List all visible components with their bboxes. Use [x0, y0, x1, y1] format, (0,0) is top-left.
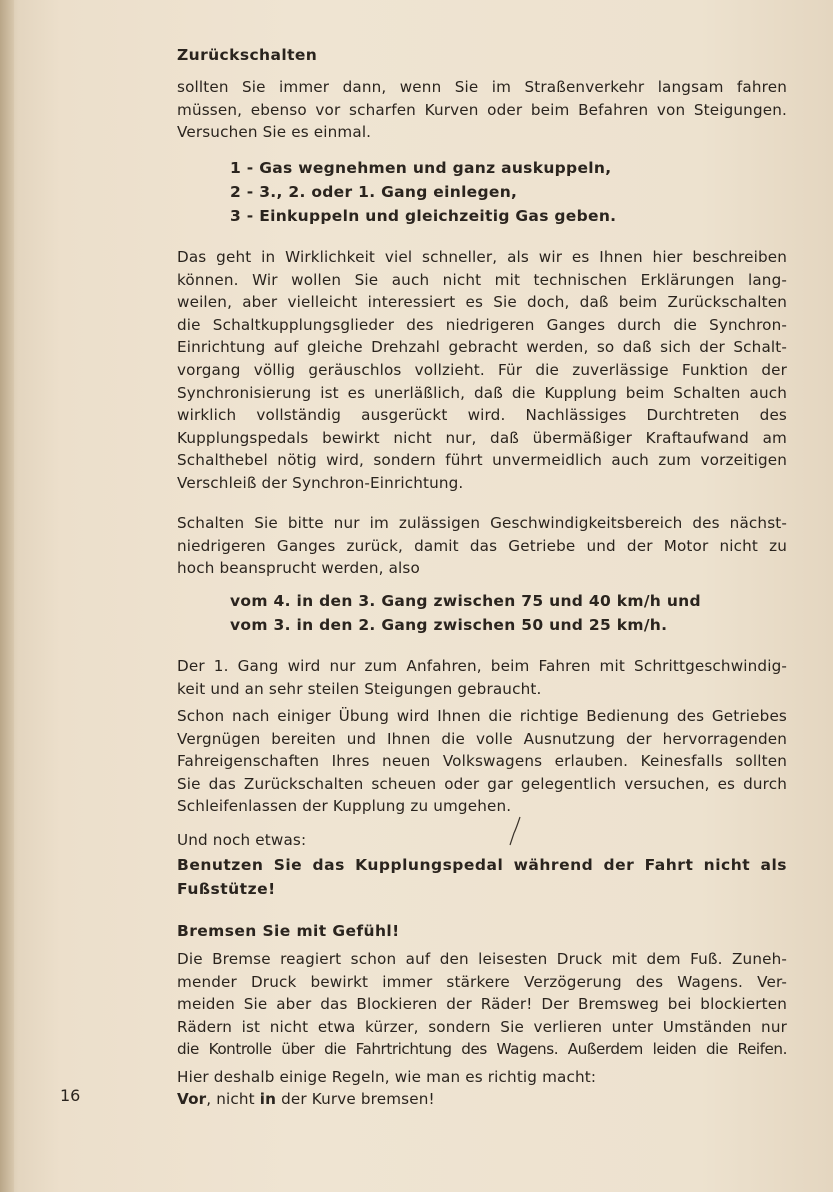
braking-line: Die Bremse reagiert schon auf den leisesten Druck mit dem Fuß. Zuneh- — [177, 950, 787, 968]
page-number: 16 — [60, 1086, 81, 1105]
practice-line: Schon nach einiger Übung wird Ihnen die richtige Bedienung des Getriebes — [177, 707, 787, 725]
steps-list — [230, 156, 616, 228]
and-another-thing: Und noch etwas: — [177, 831, 307, 849]
speed-range-line: niedrigeren Ganges zurück, damit das Getriebe und der Motor nicht zu — [177, 536, 787, 555]
step-item: 1 - Gas wegnehmen und ganz auskuppeln, — [230, 159, 612, 177]
explanation-line: Einrichtung auf gleiche Drehzahl gebracht werden, so daß sich der Schalt- — [177, 338, 787, 357]
speed-item: vom 3. in den 2. Gang zwischen 50 und 25 km/h. — [230, 616, 668, 634]
braking-line: mender Druck bewirkt immer stärkere Verzögerung des Wagens. Ver- — [177, 972, 787, 991]
intro-line: Versuchen Sie es einmal. — [177, 123, 372, 142]
rules-intro: Hier deshalb einige Regeln, wie man es richtig macht: — [177, 1068, 597, 1086]
rule-1-middle: , nicht — [206, 1090, 260, 1108]
speed-range-line: Schalten Sie bitte nur im zulässigen Geschwindigkeitsbereich des nächst- — [177, 514, 787, 532]
rule-1-bold-in: in — [259, 1090, 277, 1108]
rule-1-end: der Kurve bremsen! — [276, 1090, 435, 1108]
braking-line: Rädern ist nicht etwa kürzer, sondern Sie verlieren unter Umständen nur — [177, 1017, 787, 1036]
explanation-line: Das geht in Wirklichkeit viel schneller, als wir es Ihnen hier beschreiben — [177, 248, 787, 266]
explanation-line: vorgang völlig geräuschlos vollzieht. Für die zuverlässige Funktion der — [177, 360, 787, 379]
braking-paragraph — [177, 948, 787, 1061]
explanation-line: Synchronisierung ist es unerläßlich, daß die Kupplung beim Schalten auch — [177, 383, 787, 402]
step-item: 3 - Einkuppeln und gleichzeitig Gas geben. — [230, 207, 617, 225]
intro-paragraph — [177, 76, 787, 144]
practice-line: Vergnügen bereiten und Ihnen die volle Ausnutzung der hervorragenden — [177, 729, 787, 748]
explanation-line: Schalthebel nötig wird, sondern führt unvermeidlich auch zum vorzeitigen — [177, 451, 787, 470]
step-item: 2 - 3., 2. oder 1. Gang einlegen, — [230, 183, 518, 201]
speed-range-line: hoch beansprucht werden, also — [177, 559, 420, 578]
practice-line: Sie das Zurückschalten scheuen oder gar gelegentlich versuchen, es durch — [177, 774, 787, 793]
explanation-line: können. Wir wollen Sie auch nicht mit technischen Erklärungen lang- — [177, 270, 787, 289]
heading-bremsen: Bremsen Sie mit Gefühl! — [177, 922, 400, 940]
rule-1-bold-before: Vor — [177, 1090, 207, 1108]
rule-1 — [177, 1088, 787, 1111]
practice-line: Schleifenlassen der Kupplung zu umgehen. — [177, 797, 512, 816]
warning-line: Benutzen Sie das Kupplungspedal während der Fahrt nicht als — [177, 856, 787, 874]
warning-line: Fußstütze! — [177, 880, 276, 898]
practice-paragraph — [177, 705, 787, 818]
explanation-line: Kupplungspedals bewirkt nicht nur, daß übermäßiger Kraftaufwand am — [177, 428, 787, 447]
explanation-line: weilen, aber vielleicht interessiert es Sie doch, daß beim Zurückschalten — [177, 293, 787, 312]
intro-line: müssen, ebenso vor scharfen Kurven oder beim Befahren von Steigungen. — [177, 100, 787, 119]
clutch-warning — [177, 853, 787, 901]
explanation-line: die Schaltkupplungsglieder des niedrigeren Ganges durch die Synchron- — [177, 315, 787, 334]
explanation-paragraph — [177, 246, 787, 495]
speed-range-paragraph — [177, 512, 787, 580]
practice-line: Fahreigenschaften Ihres neuen Volkswagens erlauben. Keinesfalls sollten — [177, 752, 787, 771]
speeds-list — [230, 589, 701, 637]
explanation-line: Verschleiß der Synchron-Einrichtung. — [177, 473, 464, 492]
intro-line: sollten Sie immer dann, wenn Sie im Straßenverkehr langsam fahren — [177, 78, 787, 96]
first-gear-paragraph — [177, 655, 787, 700]
speed-item: vom 4. in den 3. Gang zwischen 75 und 40 km/h und — [230, 592, 701, 610]
braking-line: die Kontrolle über die Fahrtrichtung des Wagens. Außerdem leiden die Reifen. — [177, 1040, 787, 1059]
heading-zurueckschalten: Zurückschalten — [177, 46, 318, 64]
page-binding-edge — [0, 0, 14, 1192]
explanation-line: wirklich vollständig ausgerückt wird. Nachlässiges Durchtreten des — [177, 406, 787, 425]
first-gear-line: Der 1. Gang wird nur zum Anfahren, beim Fahren mit Schrittgeschwindig- — [177, 657, 787, 675]
first-gear-line: keit und an sehr steilen Steigungen gebraucht. — [177, 679, 542, 698]
braking-line: meiden Sie aber das Blockieren der Räder! Der Bremsweg bei blockierten — [177, 995, 787, 1014]
